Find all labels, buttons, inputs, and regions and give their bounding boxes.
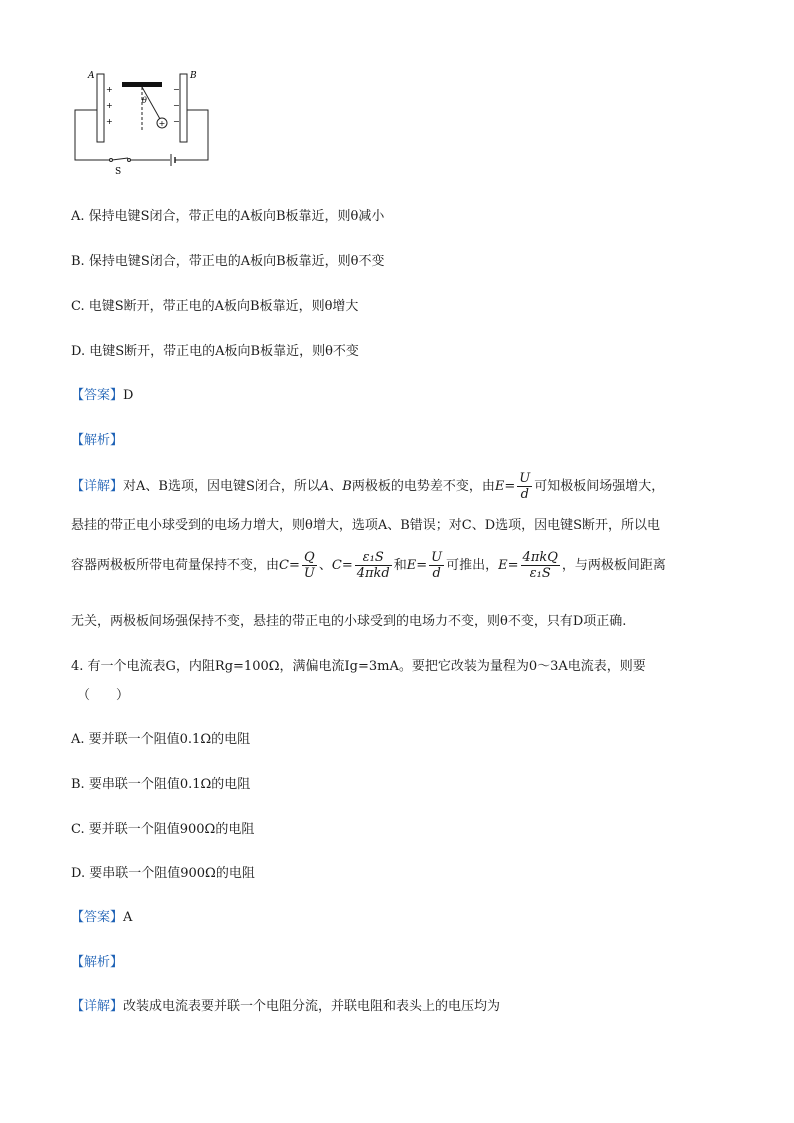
switch-lever: [112, 158, 128, 160]
plate-b: [180, 74, 187, 142]
q4-option-b: B. 要串联一个阻值0.1Ω的电阻: [71, 777, 251, 792]
q3-option-c: C. 电键S断开，带正电的A板向B板靠近，则θ增大: [71, 299, 359, 314]
fraction-capacitance: $\frac{\text{ε₁S}}{\text{4πkd}}$: [356, 550, 390, 581]
minus-sign: −: [173, 117, 180, 126]
wire-left: [75, 110, 110, 160]
fraction-field-strength: $\frac{\text{4πkQ}}{\text{ε₁S}}$: [522, 550, 558, 581]
q3-detail-line-2: 悬挂的带正电小球受到的电场力增大，则θ增大，选项A、B错误；对C、D选项，因电键S断开，所以电: [71, 518, 661, 533]
plus-sign: +: [106, 117, 113, 126]
answer-tag: 【答案】: [71, 910, 124, 925]
answer-value: A: [123, 910, 133, 925]
q3-detail-line-1: 【详解】对A、B选项，因电键S闭合，所以A、B两极板的电势差不变，由E= $\frac{U}{d}$ 可知极板间场强增大，: [71, 471, 665, 502]
answer-tag: 【答案】: [71, 388, 124, 403]
q4-stem-line-2: （ ）: [77, 688, 130, 703]
q3-answer: [71, 384, 133, 403]
q3-option-d: D. 电键S断开，带正电的A板向B板靠近，则θ不变: [71, 344, 359, 359]
q4-answer: [71, 906, 132, 925]
q4-option-a: A. 要并联一个阻值0.1Ω的电阻: [71, 732, 251, 747]
q3-analysis-tag: 【解析】: [71, 433, 124, 448]
q4-option-d: D. 要串联一个阻值900Ω的电阻: [71, 866, 255, 881]
fraction-q-over-u: $\frac{Q}{U}$: [303, 550, 315, 581]
ball-sign: +: [158, 119, 166, 128]
capacitor-circuit-diagram: [70, 68, 215, 180]
label-s: S: [115, 167, 122, 177]
q3-option-a: A. 保持电键S闭合，带正电的A板向B板靠近，则θ减小: [71, 209, 385, 224]
label-theta: θ: [142, 96, 147, 105]
q4-stem-line-1: 4. 有一个电流表G，内阻Rg=100Ω，满偏电流Ig=3mA。要把它改装为量程为0～3A电流表，则要: [71, 659, 646, 674]
plate-a: [97, 74, 104, 142]
fraction-u-over-d: $\frac{U}{d}$: [431, 550, 443, 581]
q4-analysis-tag: 【解析】: [71, 955, 124, 970]
q3-option-b: B. 保持电键S闭合，带正电的A板向B板靠近，则θ不变: [71, 254, 385, 269]
fraction-u-over-d: $\frac{U}{d}$: [519, 471, 531, 502]
q4-option-c: C. 要并联一个阻值900Ω的电阻: [71, 822, 255, 837]
q3-detail-line-4: 无关，两极板间场强保持不变，悬挂的带正电的小球受到的电场力不变，则θ不变，只有D项正确.: [71, 614, 627, 629]
plus-sign: +: [106, 101, 113, 110]
detail-tag: 【详解】: [71, 479, 124, 494]
minus-sign: −: [173, 85, 180, 94]
q4-detail: 【详解】改装成电流表要并联一个电阻分流，并联电阻和表头上的电压均为: [71, 999, 501, 1014]
q3-detail-line-3: 容器两极板所带电荷量保持不变，由C= $\frac{Q}{U}$ 、C= $\frac{\text{ε₁S}}{\text{4πkd}}$ 和E= $\frac{U}{d}$ 可推出，E= $\frac{\text{4πkQ}}{\text{ε₁S}}$ ，与两极板间距离: [71, 550, 666, 581]
plus-sign: +: [106, 85, 113, 94]
answer-value: D: [123, 388, 134, 403]
support-bar: [122, 82, 162, 87]
label-b: B: [190, 71, 197, 81]
detail-tag: 【详解】: [71, 999, 124, 1014]
label-a: A: [88, 71, 95, 81]
minus-sign: −: [173, 101, 180, 110]
